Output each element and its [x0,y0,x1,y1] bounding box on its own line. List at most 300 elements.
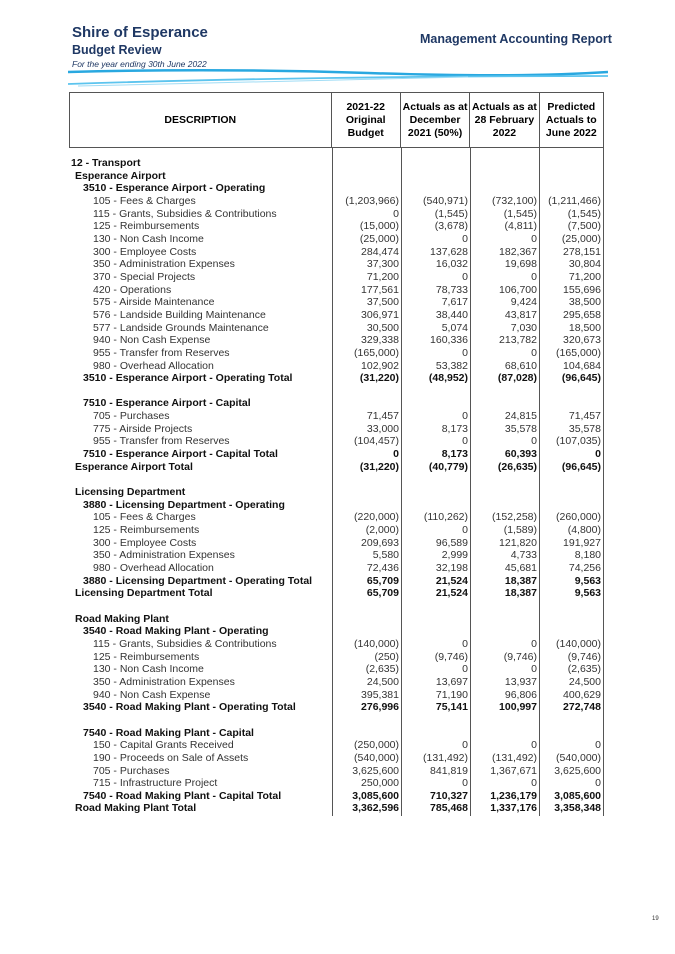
row-description: 130 - Non Cash Income [93,663,204,676]
row-value: (104,457) [354,435,399,448]
col-header-actuals-feb: Actuals as at 28 February 2022 [469,93,538,147]
row-value [470,600,539,613]
row-description: 940 - Non Cash Expense [93,688,211,701]
row-value [332,170,401,183]
table-row [69,284,604,297]
row-description: 350 - Administration Expenses [93,549,235,562]
row-description [69,714,332,727]
table-row [69,638,604,651]
row-value [539,170,603,183]
row-value: 43,817 [504,308,537,321]
row-description: 420 - Operations [93,283,172,296]
row-value: 209,693 [361,536,399,549]
row-value: 155,696 [563,283,601,296]
row-value: 0 [531,637,537,650]
row-value: 0 [531,232,537,245]
row-value: 74,256 [568,562,601,574]
row-value [470,625,539,638]
row-description: 125 - Reimbursements [93,650,200,663]
row-description: 125 - Reimbursements [93,220,200,233]
row-value: 78,733 [435,283,468,296]
row-value: 400,629 [563,688,601,701]
row-value: 284,474 [361,245,399,258]
table-row [69,613,604,626]
row-value: 710,327 [430,789,468,802]
row-value: (96,645) [561,460,601,473]
table-body [69,157,604,815]
row-value: 33,000 [366,422,399,435]
row-value: (250) [374,650,399,663]
row-value [470,473,539,486]
row-description: 7510 - Esperance Airport - Capital Total [83,448,278,461]
table-row [69,499,604,512]
row-value: (4,811) [504,220,537,233]
row-value: 7,617 [441,296,468,309]
row-value: 104,684 [563,359,601,372]
row-value [401,473,470,486]
row-description: 370 - Special Projects [93,270,196,283]
row-value: 0 [462,346,468,359]
row-description: 130 - Non Cash Income [93,232,204,245]
row-value [470,385,539,398]
row-value: (1,545) [567,207,601,220]
report-period: For the year ending 30th June 2022 [72,59,207,69]
row-value [332,727,401,740]
table-row [69,182,604,195]
row-value: 785,468 [430,802,468,815]
row-value: (540,000) [354,751,399,764]
row-value: 37,300 [366,258,399,271]
row-value: 38,500 [568,296,601,309]
row-description: 3880 - Licensing Department - Operating Total [83,574,313,587]
row-value: (540,000) [556,751,601,764]
row-value: 0 [531,739,537,752]
table-row [69,435,604,448]
row-value: (220,000) [354,511,399,524]
row-description: 775 - Airside Projects [93,422,193,435]
row-value: 100,997 [499,701,537,714]
row-value: (140,000) [556,637,601,650]
table-row [69,587,604,600]
row-value: 71,457 [366,410,399,423]
row-value: 9,563 [574,574,601,587]
row-value: 320,673 [563,334,601,347]
table-row [69,309,604,322]
row-value [332,397,401,410]
row-value [470,397,539,410]
row-value: 18,387 [504,587,537,600]
table-header [69,92,604,148]
row-description: Licensing Department [75,486,186,499]
row-value: 0 [531,777,537,790]
row-value [539,499,603,512]
row-value: (2,635) [365,663,399,676]
row-value: 1,337,176 [490,802,537,815]
row-value: 2,999 [441,549,468,562]
row-value: (9,746) [567,650,601,663]
row-value: 53,382 [435,359,468,372]
row-value [332,157,401,170]
row-value: 21,524 [435,587,468,600]
table-row [69,486,604,499]
row-value: 182,367 [499,245,537,258]
row-description: Licensing Department Total [75,587,213,600]
table-row [69,334,604,347]
table-row [69,157,604,170]
col-header-predicted: Predicted Actuals to June 2022 [539,93,603,147]
row-value: 18,387 [504,574,537,587]
table-row [69,233,604,246]
table-row [69,372,604,385]
table-row [69,195,604,208]
row-value: 0 [393,448,399,461]
table-row [69,676,604,689]
row-value [539,625,603,638]
row-value: 5,580 [372,549,399,562]
row-description: 3540 - Road Making Plant - Operating Total [83,701,296,714]
row-value: 35,578 [568,422,601,435]
row-value: (15,000) [359,220,399,233]
row-description: 980 - Overhead Allocation [93,359,214,372]
row-value: (31,220) [359,460,399,473]
row-value [401,499,470,512]
table-row [69,727,604,740]
table-row [69,220,604,233]
report-subtitle: Budget Review [72,43,162,57]
row-value: (87,028) [497,372,537,385]
row-description: 105 - Fees & Charges [93,511,196,524]
row-value: 3,085,600 [554,789,601,802]
row-value: (48,952) [428,372,468,385]
row-value: 0 [531,663,537,676]
row-value: 5,074 [441,321,468,334]
row-value: 106,700 [499,283,537,296]
row-value [401,727,470,740]
row-value: (3,678) [434,220,468,233]
table-row [69,752,604,765]
table-row [69,790,604,803]
row-value: (1,589) [503,524,537,537]
row-description: 715 - Infrastructure Project [93,777,218,790]
report-title: Management Accounting Report [420,32,612,46]
row-description: 940 - Non Cash Expense [93,334,211,347]
table-row [69,258,604,271]
row-value: (2,635) [567,663,601,676]
row-value: 0 [462,777,468,790]
row-value: (4,800) [567,524,601,537]
row-value: 71,200 [568,270,601,283]
row-description: 3540 - Road Making Plant - Operating [83,625,269,638]
row-value: 0 [595,777,601,790]
table-row [69,689,604,702]
row-description: 3510 - Esperance Airport - Operating [83,182,266,195]
row-value: 65,709 [366,574,399,587]
row-description: 3880 - Licensing Department - Operating [83,498,285,511]
row-description: 7540 - Road Making Plant - Capital Total [83,789,282,802]
row-value: 0 [595,448,601,461]
row-value: (140,000) [354,637,399,650]
row-value [470,486,539,499]
row-value: 278,151 [563,245,601,258]
row-description: 115 - Grants, Subsidies & Contributions [93,637,277,650]
row-value: 96,589 [435,536,468,549]
row-value: 16,032 [435,258,468,271]
row-value: 102,902 [361,359,399,372]
row-value [470,727,539,740]
spacer-row [69,600,604,613]
row-value [539,157,603,170]
row-value: 24,815 [504,410,537,423]
row-value: 0 [462,739,468,752]
row-value: 0 [531,346,537,359]
row-value [470,182,539,195]
row-description: 705 - Purchases [93,410,170,423]
row-value: 18,500 [568,321,601,334]
row-value: 4,733 [510,549,537,562]
col-header-actuals-dec: Actuals as at December 2021 (50%) [400,93,469,147]
row-value: (110,262) [423,511,468,524]
row-value: (732,100) [492,194,537,207]
row-value [401,714,470,727]
col-header-budget: 2021-22 Original Budget [331,93,400,147]
row-value [332,600,401,613]
row-value: 0 [462,270,468,283]
row-description: 576 - Landside Building Maintenance [93,308,266,321]
table-row [69,461,604,474]
row-value: (1,545) [434,207,468,220]
row-value: (40,779) [428,460,468,473]
row-value: 329,338 [361,334,399,347]
table-row [69,549,604,562]
row-value: (540,971) [423,194,468,207]
row-value: 21,524 [435,574,468,587]
table-row [69,208,604,221]
row-value: 841,819 [430,764,468,777]
row-value: (165,000) [556,346,601,359]
row-description [69,473,332,486]
row-value [401,182,470,195]
row-value: 250,000 [361,777,399,790]
row-value: 19,698 [504,258,537,271]
row-description: 350 - Administration Expenses [93,675,235,688]
row-value: 30,500 [366,321,399,334]
row-value: 3,625,600 [554,764,601,777]
wave-divider [68,68,608,90]
row-value [332,182,401,195]
table-row [69,802,604,815]
row-value: 71,200 [366,270,399,283]
row-value: 8,173 [441,448,468,461]
row-value: 0 [462,663,468,676]
row-value: (96,645) [561,372,601,385]
table-row [69,511,604,524]
row-description: 150 - Capital Grants Received [93,739,234,752]
row-description: 12 - Transport [71,157,141,169]
row-description: 575 - Airside Maintenance [93,296,215,309]
row-value: 71,190 [435,688,468,701]
row-value: (9,746) [434,650,468,663]
table-row [69,296,604,309]
spacer-row [69,385,604,398]
row-description: Esperance Airport Total [75,460,193,473]
row-value: 295,658 [563,308,601,321]
row-value [401,600,470,613]
row-value [539,714,603,727]
table-row [69,246,604,259]
row-value: 3,362,596 [352,802,399,815]
row-description [69,385,332,398]
row-value: 3,085,600 [352,789,399,802]
row-value: 9,563 [574,587,601,600]
row-description [69,600,332,613]
table-row [69,347,604,360]
table-row [69,765,604,778]
row-value: 213,782 [499,334,537,347]
row-value: 9,424 [510,296,537,309]
table-row [69,663,604,676]
row-value [332,486,401,499]
row-value: 30,804 [568,258,601,271]
row-description: 350 - Administration Expenses [93,258,235,271]
row-value [539,600,603,613]
row-value: (165,000) [354,346,399,359]
row-description: 955 - Transfer from Reserves [93,435,230,448]
row-description: 115 - Grants, Subsidies & Contributions [93,207,277,220]
table-row [69,524,604,537]
row-value: (260,000) [556,511,601,524]
row-value: (1,545) [503,207,537,220]
table-row [69,625,604,638]
row-value [401,385,470,398]
row-value: (2,000) [365,524,399,537]
table-row [69,739,604,752]
row-value [401,157,470,170]
row-value [470,499,539,512]
row-description: 3510 - Esperance Airport - Operating Total [83,372,293,385]
row-description: 955 - Transfer from Reserves [93,346,230,359]
row-value: 72,436 [366,562,399,574]
row-description: 7510 - Esperance Airport - Capital [83,397,251,410]
row-value: 0 [393,207,399,220]
row-description: 190 - Proceeds on Sale of Assets [93,751,249,764]
row-value: 8,180 [574,549,601,562]
row-value [332,473,401,486]
row-value [470,170,539,183]
row-value: 0 [595,739,601,752]
table-row [69,562,604,575]
row-value [332,714,401,727]
table-row [69,170,604,183]
row-value: (107,035) [556,435,601,448]
row-description: 705 - Purchases [93,764,170,777]
row-value [539,486,603,499]
row-value [401,397,470,410]
row-value: (9,746) [503,650,537,663]
table-row [69,423,604,436]
row-value [401,170,470,183]
row-value: 272,748 [563,701,601,714]
table-row [69,410,604,423]
table-row [69,777,604,790]
row-value [539,182,603,195]
row-value: (152,258) [492,511,537,524]
table-row [69,537,604,550]
row-value: 96,806 [504,688,537,701]
table-row [69,322,604,335]
row-value: 7,030 [510,321,537,334]
row-value: (250,000) [354,739,399,752]
row-description: 980 - Overhead Allocation [93,562,214,574]
row-value: 0 [531,270,537,283]
row-value [470,157,539,170]
row-value: (131,492) [492,751,537,764]
row-value: 306,971 [361,308,399,321]
table-row [69,360,604,373]
row-description: 7540 - Road Making Plant - Capital [83,726,254,739]
row-value: 71,457 [568,410,601,423]
row-value [332,613,401,626]
row-description: 300 - Employee Costs [93,536,197,549]
row-value: 38,440 [435,308,468,321]
row-value: 0 [462,435,468,448]
row-description: Road Making Plant [75,612,169,625]
row-description: Road Making Plant Total [75,802,197,815]
page-number: 19 [652,916,659,922]
row-value: 1,367,671 [490,764,537,777]
row-value: (1,211,466) [548,194,601,207]
row-value: 32,198 [435,562,468,574]
row-value: (7,500) [567,220,601,233]
row-value [332,499,401,512]
row-description: 577 - Landside Grounds Maintenance [93,321,269,334]
row-description: Esperance Airport [75,169,166,182]
row-description: 105 - Fees & Charges [93,194,196,207]
row-value: (1,203,966) [345,194,399,207]
organisation-name: Shire of Esperance [72,24,208,41]
row-value [539,473,603,486]
row-value [401,613,470,626]
spacer-row [69,473,604,486]
row-value [332,625,401,638]
row-value: 13,697 [435,675,468,688]
row-value: 160,336 [430,334,468,347]
row-value: 13,937 [504,675,537,688]
row-description: 125 - Reimbursements [93,524,200,537]
row-value: 68,610 [504,359,537,372]
row-value: 395,381 [361,688,399,701]
row-value: 8,173 [441,422,468,435]
row-value: 24,500 [366,675,399,688]
spacer-row [69,714,604,727]
row-value: 0 [531,435,537,448]
row-value: 0 [462,524,468,537]
row-value: 35,578 [504,422,537,435]
row-value: 0 [462,232,468,245]
table-row [69,651,604,664]
row-value [539,727,603,740]
row-value: 121,820 [499,536,537,549]
row-value: 177,561 [361,283,399,296]
row-value: (25,000) [561,232,601,245]
table-row [69,397,604,410]
table-row [69,575,604,588]
row-value: 45,681 [504,562,537,574]
row-value [332,385,401,398]
row-value [401,625,470,638]
row-value: 137,628 [430,245,468,258]
table-row [69,271,604,284]
col-header-description: DESCRIPTION [164,113,237,126]
